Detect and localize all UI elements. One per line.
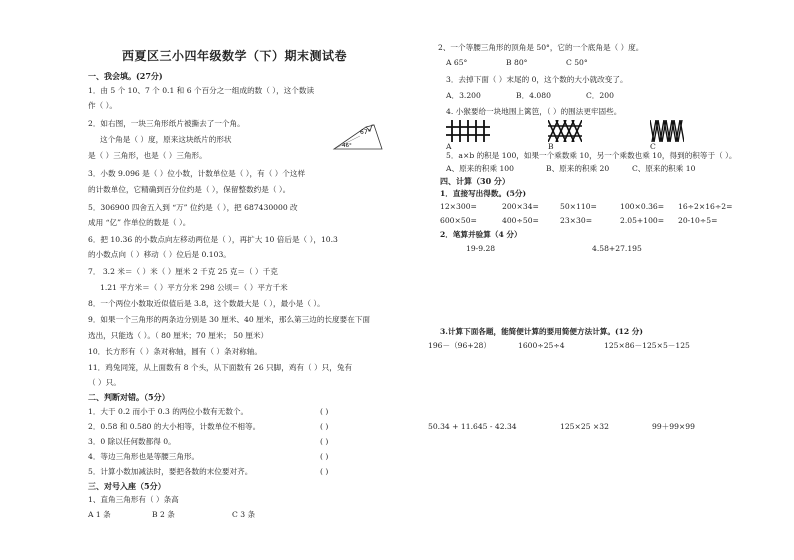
q7-line2: 1.21 平方米＝（ ）平方分米 298 公顷＝（ ）平方千米 (100, 283, 288, 292)
q3-line2: 的计数单位，它精确到百分位约是（ ），保留整数约是（ ）。 (88, 185, 291, 194)
judge-5-answer[interactable]: ( ) (320, 467, 329, 476)
written-calc-2: 4.58+27.195 (592, 244, 642, 253)
q3-line1: 3．小数 9.096 是（ ）位小数，计数单位是（ ），有（ ）个这样 (88, 169, 306, 178)
judge-2: 2．0.58 和 0.580 的大小相等，计数单位不相等。 (88, 422, 261, 431)
section-2-title: 二、判断对错。（5分） (88, 392, 170, 402)
fence-c-label: C (650, 142, 656, 151)
oral-r1-c3: 50×110= (560, 202, 597, 211)
choice-3: 3．去掉下面（ ）末尾的 0，这个数的大小就改变了。 (446, 75, 628, 84)
judge-3: 3．0 除以任何数都得 0。 (88, 437, 176, 446)
q5-line2: 成用 “亿” 作单位的数是（ ）。 (88, 218, 191, 227)
q6-line2: 的小数点向（ ）移动（ ）位后是 0.103。 (88, 250, 231, 259)
q11-line1: 11．鸡兔同笼，从上面数有 8 个头，从下面数有 26 只脚，鸡有（ ）只，兔有 (88, 363, 353, 372)
q10: 10．长方形有（ ）条对称轴，圆有（ ）条对称轴。 (88, 347, 262, 356)
q11-line2: （ ）只。 (88, 378, 121, 387)
q5-line1: 5．306900 四舍五入到 “万” 位约是（ ），把 687430000 改 (88, 203, 298, 212)
calc-r1-c3: 125×86－125×5－125 (604, 341, 690, 350)
oral-r2-c3: 23×30= (560, 216, 593, 225)
fence-a-grid-icon[interactable] (446, 120, 490, 142)
choice-2-option-c[interactable]: C 50° (566, 58, 588, 67)
oral-r1-c2: 200×34= (502, 202, 539, 211)
part-3-title: 3.计算下面各题，能简便计算的要用简便方法计算。(12 分) (440, 327, 643, 336)
choice-1-option-a[interactable]: A 1 条 (88, 510, 111, 519)
part-2-title: 2．笔算并验算（4 分） (440, 230, 522, 239)
angle-label-67: 67° (360, 129, 371, 136)
calc-r2-c3: 99＋99×99 (652, 422, 695, 431)
judge-4-answer[interactable]: ( ) (320, 452, 329, 461)
q9-line1: 9．如果一个三角形的两条边分别是 30 厘米、40 厘米，那么第三边的长度要在下面 (88, 315, 370, 324)
torn-triangle-figure (330, 121, 386, 153)
choice-2-option-b[interactable]: B 80° (506, 58, 528, 67)
judge-3-answer[interactable]: ( ) (320, 437, 329, 446)
fence-b-cross-icon[interactable] (548, 120, 582, 142)
choice-5-option-b[interactable]: B、原来的积乘 20 (546, 164, 610, 173)
calc-r2-c1: 50.34 + 11.645 - 42.34 (428, 422, 517, 431)
q9-line2: 选出，只能选（ ）。（ 80 厘米；70 厘米； 50 厘米） (88, 331, 269, 340)
fence-b-label: B (548, 142, 554, 151)
choice-2-option-a[interactable]: A 65° (446, 58, 468, 67)
q2-line2: 这个角是（ ）度，原来这块纸片的形状 (100, 135, 232, 144)
choice-4: 4. 小猴要给一块地围上篱笆，（ ）的围法更牢固些。 (446, 107, 622, 116)
choice-3-option-c[interactable]: C．200 (586, 91, 614, 100)
oral-r2-c5: 20-10÷5= (678, 216, 718, 225)
choice-2: 2、一个等腰三角形的顶角是 50°，它的一个底角是（ ）度。 (438, 43, 644, 52)
page-title: 西夏区三小四年级数学（下）期末测试卷 (122, 49, 348, 63)
part-1-title: 1．直接写出得数。(5分) (440, 189, 527, 198)
judge-5: 5．计算小数加减法时，要把各数的末位要对齐。 (88, 467, 253, 476)
q2-line1: 2．如右图，一块三角形纸片被撕去了一个角。 (88, 119, 245, 128)
angle-label-46: 46° (342, 143, 352, 149)
oral-r2-c4: 2.05+100= (620, 216, 665, 225)
q7-line1: 7． 3.2 米＝（ ）米（ ）厘米 2 千克 25 克＝（ ）千克 (88, 267, 278, 276)
section-3-title: 三、对号入座（5分） (88, 481, 166, 491)
q1-line2: 作（ ）。 (88, 101, 117, 110)
oral-r1-c5: 16÷2×16÷2= (678, 202, 733, 211)
choice-3-option-a[interactable]: A．3.200 (446, 91, 481, 100)
choice-5-option-a[interactable]: A、原来的积乘 100 (446, 164, 514, 173)
section-1-title: 一、我会填。(27分) (88, 71, 163, 81)
choice-1: 1、直角三角形有（ ）条高 (88, 495, 179, 504)
q6-line1: 6．把 10.36 的小数点向左移动两位是（ ），再扩大 10 倍后是（ ），10.3 (88, 235, 338, 244)
choice-5-option-c[interactable]: C、原来的积乘 10 (632, 164, 696, 173)
choice-1-option-b[interactable]: B 2 条 (152, 510, 175, 519)
calc-r1-c1: 196－（96+28） (428, 341, 491, 350)
fence-c-zigzag-icon[interactable] (650, 120, 684, 142)
q2-line3: 是（ ）三角形，也是（ ）三角形。 (88, 151, 207, 160)
choice-1-option-c[interactable]: C 3 条 (232, 510, 256, 519)
q1-line1: 1．由 5 个 10、7 个 0.1 和 6 个百分之一组成的数（ ），这个数读 (88, 86, 315, 95)
choice-3-option-b[interactable]: B．4.080 (516, 91, 551, 100)
judge-4: 4．等边三角形也是等腰三角形。 (88, 452, 200, 461)
section-4-title: 四、计算（30 分） (440, 176, 510, 186)
calc-r2-c2: 125×25 ×32 (560, 422, 609, 431)
written-calc-1: 19-9.28 (466, 244, 496, 253)
judge-2-answer[interactable]: ( ) (320, 422, 329, 431)
choice-5: 5．a×b 的积是 100，如果一个乘数乘 10，另一个乘数也乘 10，得到的积等于（ ）。 (446, 151, 737, 160)
judge-1: 1．大于 0.2 而小于 0.3 的两位小数有无数个。 (88, 407, 249, 416)
oral-r1-c1: 12×300= (440, 202, 477, 211)
q8: 8．一个两位小数取近似值后是 3.8，这个数最大是（ ），最小是（ ）。 (88, 299, 325, 308)
calc-r1-c2: 1600÷25÷4 (518, 341, 565, 350)
judge-1-answer[interactable]: ( ) (320, 407, 329, 416)
oral-r2-c2: 400÷50= (502, 216, 539, 225)
oral-r2-c1: 600×50= (440, 216, 477, 225)
fence-a-label: A (446, 142, 452, 151)
oral-r1-c4: 100×0.36= (620, 202, 665, 211)
